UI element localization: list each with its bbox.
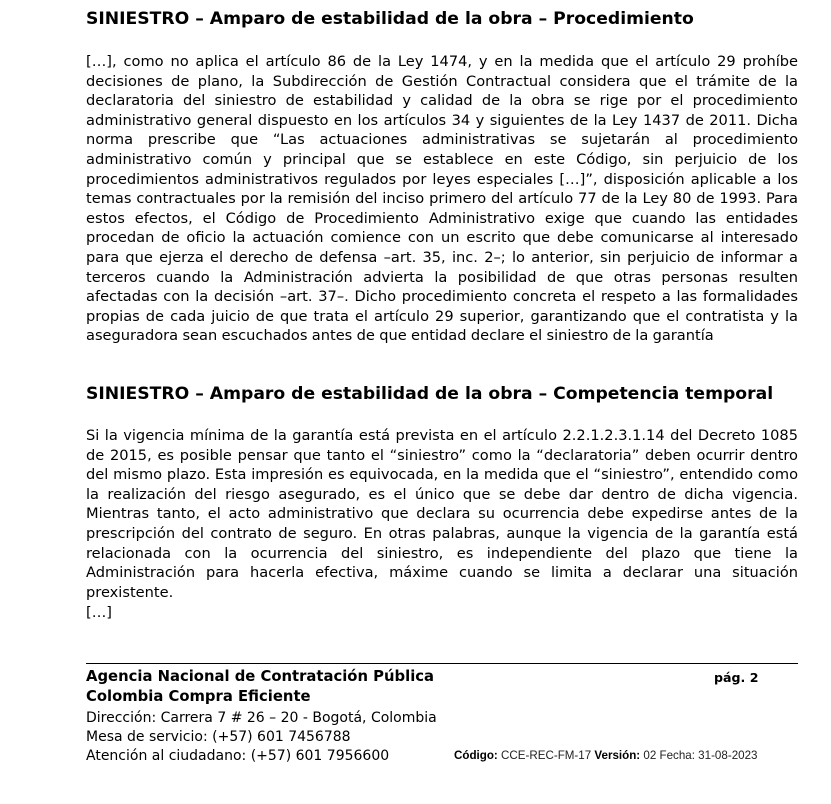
footer-citizen-phone: Atención al ciudadano: (+57) 601 7956600	[86, 748, 390, 764]
section-heading-competencia-temporal: SINIESTRO – Amparo de estabilidad de la obra – Competencia temporal	[86, 384, 774, 404]
footer-agency-brand: Colombia Compra Eficiente	[86, 688, 311, 705]
footer-divider	[86, 663, 798, 664]
paragraph-procedimiento: […], como no aplica el artículo 86 de la Ley 1474, y en la medida que el artículo 29 prohíbe decisiones de plano, la Subdirección de Gestión Contractual considera que el trámite de la declaratoria del siniestro de estabilidad y calidad de la obra se rige por el procedimiento administrativo general dispuesto en los artículos 34 y siguientes de la Ley 1437 de 2011. Dicha norma prescribe que “Las actuaciones administrativas se sujetarán al procedimiento administrativo común y principal que se establece en este Código, sin perjuicio de los procedimientos administrativos regulados por leyes especiales […]”, disposición aplicable a los temas contractuales por la remisión del inciso primero del artículo 77 de la Ley 80 de 1993. Para estos efectos, el Código de Procedimiento Administrativo exige que cuando las entidades procedan de oficio la actuación comience con un escrito que debe comunicarse al interesado para que ejerza el derecho de defensa –art. 35, inc. 2–; lo anterior, sin perjuicio de informar a terceros cuando la Administración advierta la posibilidad de que otras personas resulten afectadas con la decisión –art. 37–. Dicho procedimiento concreta el respeto a las formalidades propias de cada juicio de que trata el artículo 29 superior, garantizando que el contratista y la aseguradora sean escuchados antes de que entidad declare el siniestro de la garantía	[86, 53, 798, 345]
document-code	[454, 746, 757, 766]
footer-service-phone: Mesa de servicio: (+57) 601 7456788	[86, 729, 351, 745]
footer-agency-name: Agencia Nacional de Contratación Pública	[86, 668, 435, 685]
section-heading-procedimiento: SINIESTRO – Amparo de estabilidad de la obra – Procedimiento	[86, 9, 694, 29]
version-value: 02 Fecha: 31-08-2023	[640, 749, 758, 762]
version-label: Versión:	[594, 749, 641, 762]
code-value: CCE-REC-FM-17	[497, 749, 595, 762]
paragraph-competencia-temporal: Si la vigencia mínima de la garantía está prevista en el artículo 2.2.1.2.3.1.14 del Decreto 1085 de 2015, es posible pensar que tanto el “siniestro” como la “declaratoria” deben ocurrir dentro del mismo plazo. Esta impresión es equivocada, en la medida que el “siniestro”, entendido como la realización del riesgo asegurado, es el único que se debe dar dentro de dicha vigencia. Mientras tanto, el acto administrativo que declara su ocurrencia debe expedirse antes de la prescripción del contrato de seguro. En otras palabras, aunque la vigencia de la garantía está relacionada con la ocurrencia del siniestro, es independiente del plazo que tiene la Administración para hacerla efectiva, máxime cuando se limita a declarar una situación prexistente.	[86, 427, 798, 601]
footer-address: Dirección: Carrera 7 # 26 – 20 - Bogotá, Colombia	[86, 710, 437, 726]
page-number: pág. 2	[714, 670, 759, 685]
code-label: Código:	[454, 749, 498, 762]
trailing-ellipsis: […]	[86, 604, 112, 621]
